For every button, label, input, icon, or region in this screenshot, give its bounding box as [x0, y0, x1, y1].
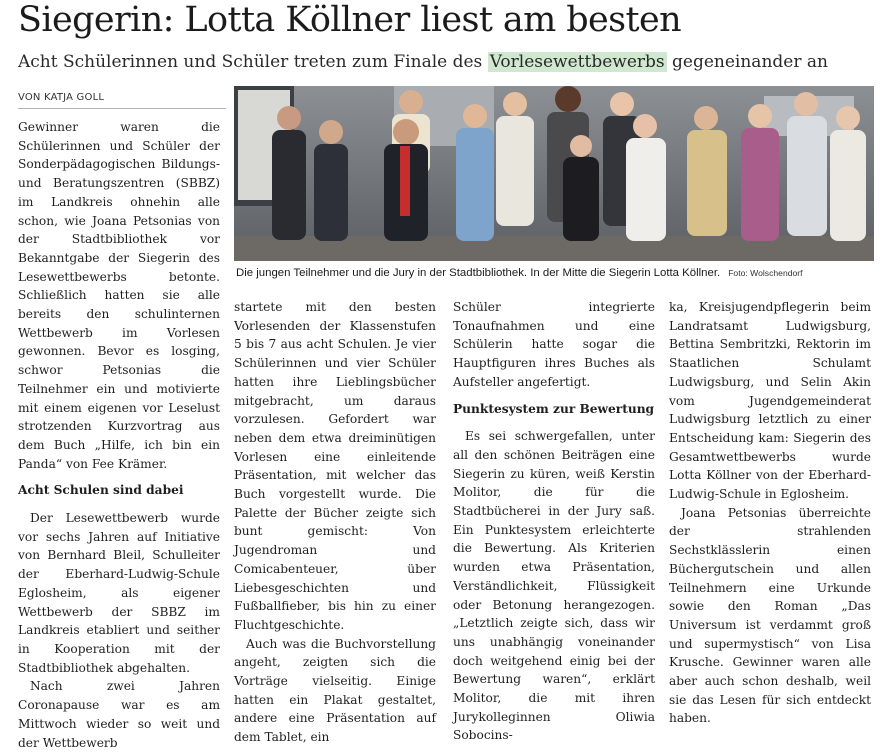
paragraph: Der Lesewettbewerb wurde vor sechs Jahren auf Initiative von Bernhard Bleil, Schulleiter der Eberhard-Ludwig-Schule Eglosheim, als eigener Wettbewerb der SBBZ im Landkreis etabliert und seither in Kooperation mit der Stadtbibliothek abgehalten.: [18, 511, 220, 675]
author-byline: VON KATJA GOLL: [18, 92, 105, 103]
subheadline: [18, 49, 878, 75]
subheadline-start: Acht Schülerinnen und Schüler treten zum Finale des: [18, 52, 488, 72]
photo-caption: [236, 265, 872, 281]
paragraph: startete mit den besten Vorlesenden der Klassenstufen 5 bis 7 aus acht Schulen. Je vier Schülerinnen und vier Schüler hatten ihre Lieblingsbücher mitgebracht, um daraus vorzulesen. Gefordert war neben dem etwa dreiminütigen Vorlesen eine einleitende Präsentation, mit welcher das Buch vorgestellt wurde. Die Palette der Bücher zeigte sich bunt gemischt: Von Jugendroman und Comicabenteuer, über Liebesgeschichten und Fußballfieber, bis hin zu einer Fluchtgeschichte.: [234, 300, 436, 632]
article-column-1: [18, 118, 220, 752]
article-column-2: [234, 298, 436, 747]
group-photo: [234, 86, 874, 261]
subheading: Punktesystem zur Bewertung: [453, 401, 655, 416]
highlighted-term: Vorlesewettbewerbs: [489, 52, 665, 72]
paragraph: ka, Kreisjugendpflegerin beim Landratsamt Ludwigsburg, Bettina Sembritzki, Rektorin im Staatlichen Schulamt Ludwigsburg, und Selin Akin vom Jugendgemeinderat Ludwigsburg letztlich zu einer Entscheidung kam: Siegerin des Gesamtwettbewerbs wurde Lotta Köllner von der Eberhard-Ludwig-Schule in Eglosheim.: [669, 300, 871, 502]
article-column-3: [453, 298, 655, 745]
photo-credit: Foto: Wolschendorf: [728, 268, 803, 278]
group-photo-illustration: [234, 86, 874, 261]
article-column-4: [669, 298, 871, 728]
paragraph: Auch was die Buchvorstellung angeht, zeigten sich die Vorträge vielseitig. Einige hatten ein Plakat gestaltet, andere eine Präsentation auf dem Tablet, ein: [234, 636, 436, 745]
subheadline-end: gegeneinander an: [666, 52, 828, 72]
caption-text: Die jungen Teilnehmer und die Jury in der Stadtbibliothek. In der Mitte die Siegerin Lotta Köllner.: [236, 267, 721, 279]
paragraph: Gewinner waren die Schülerinnen und Schüler der Sonderpädagogischen Bildungs- und Beratungszentren (SBBZ) im Landkreis ohnehin alle schon, wie Joana Petsonias von der Stadtbibliothek vor Bekanntgabe der Siegerin des Lesewettbewerbs betonte. Schließlich hatten sie alle bereits den schulinternen Wettbewerb im Vorlesen gewonnen. Bevor es losging, schwor Petsonias die Teilnehmer ein und motivierte mit einem eigenen vor Leselust strotzenden Kurzvortrag aus dem Buch „Hilfe, ich bin ein Panda“ von Fee Krämer.: [18, 120, 220, 471]
paragraph: Es sei schwergefallen, unter all den schönen Beiträgen eine Siegerin zu küren, weiß Kerstin Molitor, die für die Stadtbücherei in der Jury saß. Ein Punktesystem erleichterte die Bewertung. Als Kriterien wurden etwa Präsentation, Verständlichkeit, Flüssigkeit oder Betonung herangezogen. „Letztlich zeigte sich, dass wir uns unabhängig voneinander doch weitgehend einig bei der Bewertung waren“, erklärt Molitor, die mit ihren Jurykolleginnen Oliwia Sobocins-: [453, 429, 655, 743]
subheading: Acht Schulen sind dabei: [18, 483, 184, 498]
paragraph: Joana Petsonias überreichte der strahlenden Sechstklässlerin einen Büchergutschein und allen Teilnehmern eine Urkunde sowie den Roman „Das Universum ist verdammt groß und supermystisch“ von Lisa Krusche. Gewinner waren alle aber auch schon deshalb, weil sie das Lesen für sich entdeckt haben.: [669, 505, 871, 726]
paragraph: Nach zwei Jahren Coronapause war es am Mittwoch wieder so weit und der Wettbewerb: [18, 679, 220, 750]
paragraph: Schüler integrierte Tonaufnahmen und eine Schülerin hatte sogar die Hauptfiguren ihres Buches als Aufsteller angefertigt.: [453, 300, 655, 389]
headline: Siegerin: Lotta Köllner liest am besten: [18, 0, 682, 40]
byline-divider: [18, 108, 226, 109]
